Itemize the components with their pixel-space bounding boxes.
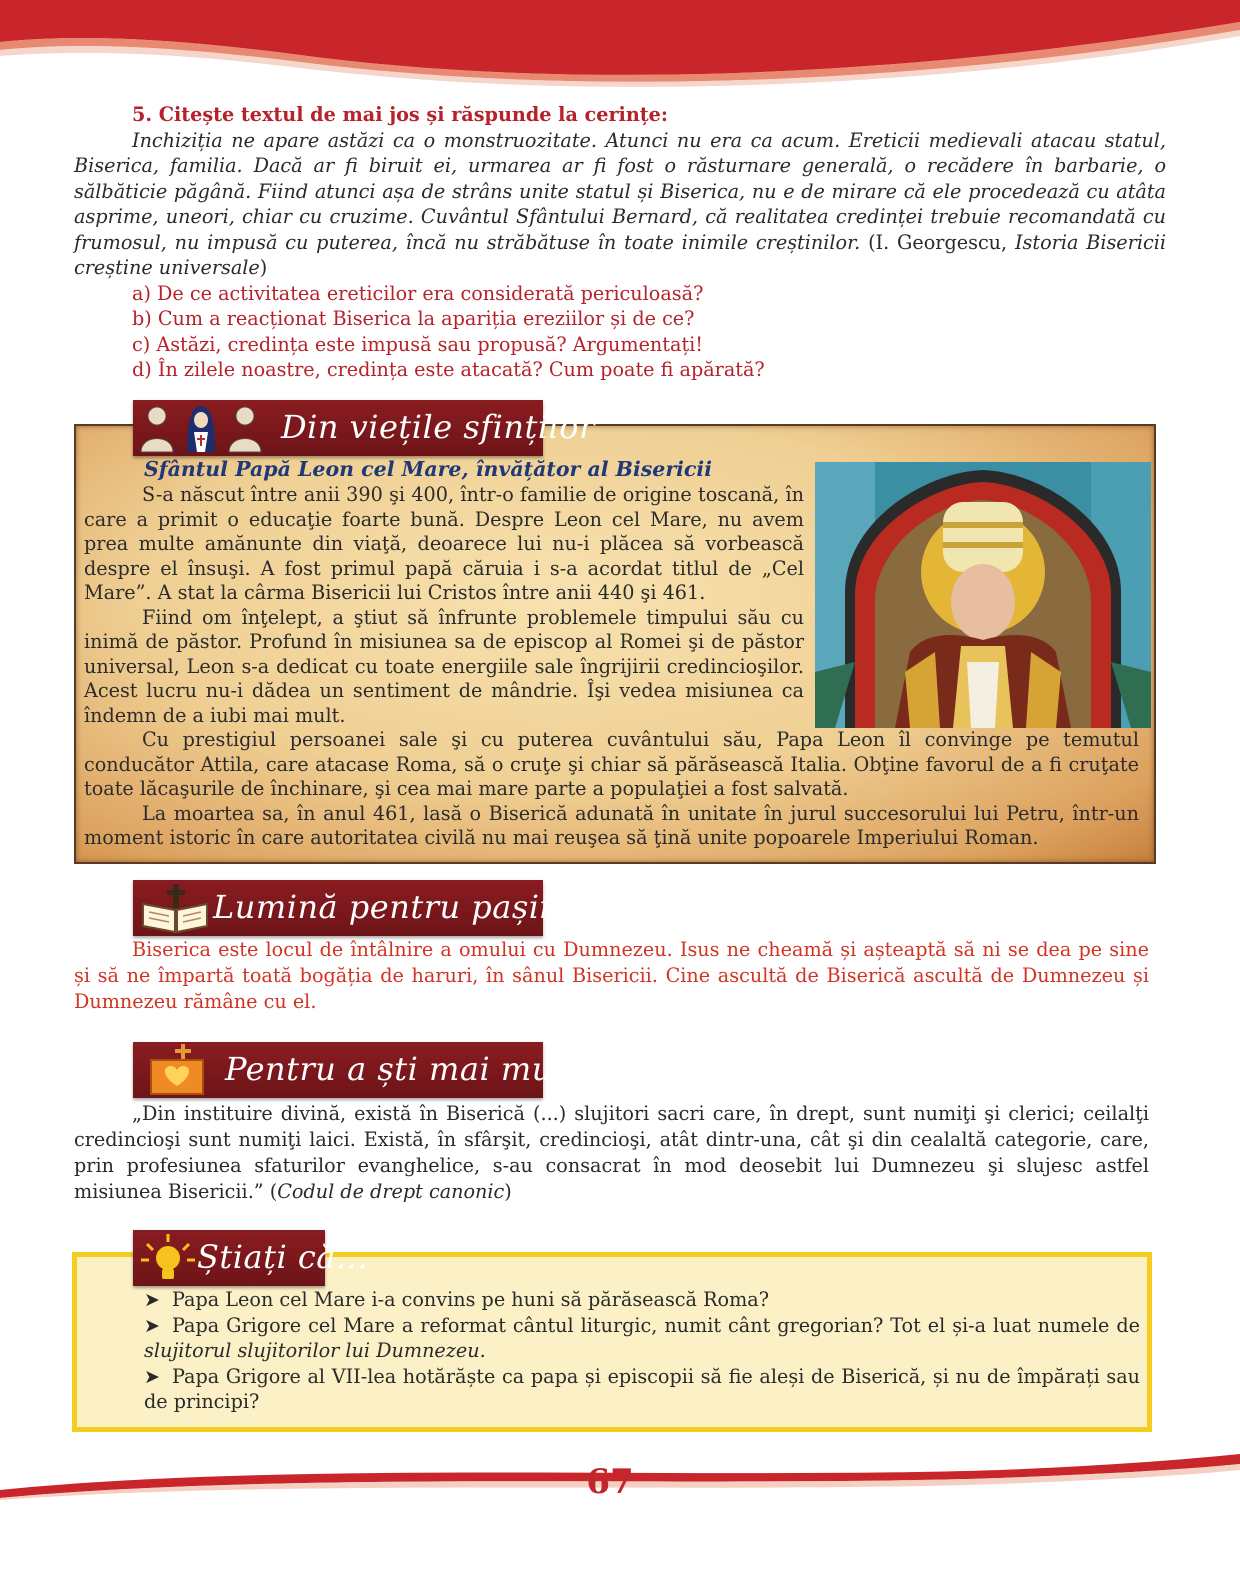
stiati-item-2: ➤ Papa Grigore cel Mare a reformat cântul liturgic, numit cânt gregorian? Tot el și-a luat numele de slujitorul slujitorilor lui Dumnezeu. xyxy=(144,1313,1140,1362)
more-text: „Din instituire divină, există în Biserică (...) slujitori sacri care, în drept, sunt numiţi şi clerici; ceilalţi credincioşi sunt numiţi laici. Există, în sfârşit, credincioşi, atât dintr-una, cât şi din cealaltă categorie, care, prin profesiunea sfaturilor evanghelice, s-au consacrat în mod deosebit lui Dumnezeu şi slujesc astfel misiunea Bisericii.” (Codul de drept canonic) xyxy=(74,1102,1149,1203)
stiati-item-3: ➤ Papa Grigore al VII-lea hotărăște ca papa și episcopii să fie aleși de Biserică, și nu de împărați sau de principi? xyxy=(144,1364,1140,1413)
book-heart-icon xyxy=(137,1044,217,1096)
arrow-bullet-icon: ➤ xyxy=(144,1313,161,1337)
stiati-item-1: ➤ Papa Leon cel Mare i-a convins pe huni să părăsească Roma? xyxy=(144,1288,770,1311)
stiati-banner xyxy=(133,1230,368,1286)
saints-paragraph-1: S-a născut între anii 390 şi 400, într-o familie de origine toscană, în care a primit o educaţie foarte bună. Despre Leon cel Mare, nu avem prea multe amănunte din viaţă, deoarece lui nu-i plăcea să vorbească despre el însuşi. A fost primul papă căruia i s-a acordat titlul de „Cel Mare”. A stat la cârma Bisericii lui Cristos între anii 440 şi 461. xyxy=(84,483,804,604)
exercise-title: 5. Citește textul de mai jos și răspunde la cerințe: xyxy=(132,103,668,126)
exercise-quote: Inchiziția ne apare astăzi ca o monstruozitate. Atunci nu era ca acum. Ereticii medievali atacau statul, Biserica, familia. Dacă ar fi biruit ei, urmarea ar fi fost o răsturnare generală, o recădere în barbarie, o sălbăticie păgână. Fiind atunci așa de strâns unite statul și Biserica, nu e de mirare că ele procedează cu atâta asprime, uneori, chiar cu cruzime. Cuvântul Sfântului Bernard, că realitatea credinței trebuie recomandată cu frumosul, nu impusă cu puterea, încă nu străbătuse în toate inimile creștinilor. (I. Georgescu, Istoria Bisericii creștine universale) xyxy=(74,128,1166,279)
more-banner-title: Pentru a ști mai multe xyxy=(225,1050,597,1088)
source-title: Istoria Bisericii creștine universale xyxy=(74,230,1166,279)
page-number: 67 xyxy=(586,1462,634,1502)
question-c: c) Astăzi, credința este impusă sau propusă? Argumentați! xyxy=(132,332,703,356)
open-bible-icon xyxy=(137,882,217,934)
stiati-banner-title: Știați că... xyxy=(197,1238,368,1276)
saints-banner xyxy=(133,400,595,456)
saints-paragraph-3: Cu prestigiul persoanei sale şi cu puterea cuvântului său, Papa Leon îl convinge pe temutul conducător Attila, care atacase Roma, să o cruţe şi chiar să părăsească Italia. Obţine favorul de a fi cruţate toate lăcaşurile de închinare, şi cea mai mare parte a populaţiei a fost salvată. xyxy=(84,728,1139,800)
top-wave-decoration xyxy=(0,0,1240,95)
lumina-text: Biserica este locul de întâlnire a omului cu Dumnezeu. Isus ne cheamă și așteaptă să ni se dea pe sine și să ne împartă toată bogăția de haruri, în sânul Bisericii. Cine ascultă de Biserică ascultă de Dumnezeu și Dumnezeu rămâne cu el. xyxy=(74,938,1149,1013)
saints-paragraph-2: Fiind om înţelept, a ştiut să înfrunte problemele timpului său cu inimă de păstor. Profund în misiunea sa de episcop al Romei şi de păstor universal, Leon s-a dedicat cu toate energiile sale îngrijirii credincioşilor. Acest lucru nu-i dădea un sentiment de mândrie. Îşi vedea misiunea ca îndemn de a iubi mai mult. xyxy=(84,605,804,727)
lumina-banner xyxy=(133,880,622,936)
saints-subtitle: Sfântul Papă Leon cel Mare, învățător al Bisericii xyxy=(144,457,712,481)
stiati-list xyxy=(86,1287,1140,1415)
question-b: b) Cum a reacționat Biserica la apariția ereziilor și de ce? xyxy=(132,307,695,330)
saints-icon xyxy=(137,402,277,454)
question-a: a) De ce activitatea ereticilor era considerată periculoasă? xyxy=(132,281,704,305)
more-source-title: Codul de drept canonic xyxy=(277,1180,505,1203)
lightbulb-icon xyxy=(137,1232,199,1284)
saints-paragraph-4: La moartea sa, în anul 461, lasă o Biserică adunată în unitate în jurul succesorului lui Petru, într-un moment istoric în care autoritatea civilă nu mai reuşea să ţină unite popoarele Imperiului Roman. xyxy=(84,801,1139,849)
question-d: d) În zilele noastre, credința este atacată? Cum poate fi apărată? xyxy=(132,358,765,381)
arrow-bullet-icon: ➤ xyxy=(144,1364,161,1388)
lumina-banner-title: Lumină pentru pașii mei xyxy=(213,888,622,926)
arrow-bullet-icon: ➤ xyxy=(144,1288,161,1311)
saints-story xyxy=(84,483,1139,851)
saints-banner-title: Din viețile sfinților xyxy=(281,408,595,446)
exercise-5 xyxy=(74,102,1166,383)
more-banner xyxy=(133,1042,597,1098)
